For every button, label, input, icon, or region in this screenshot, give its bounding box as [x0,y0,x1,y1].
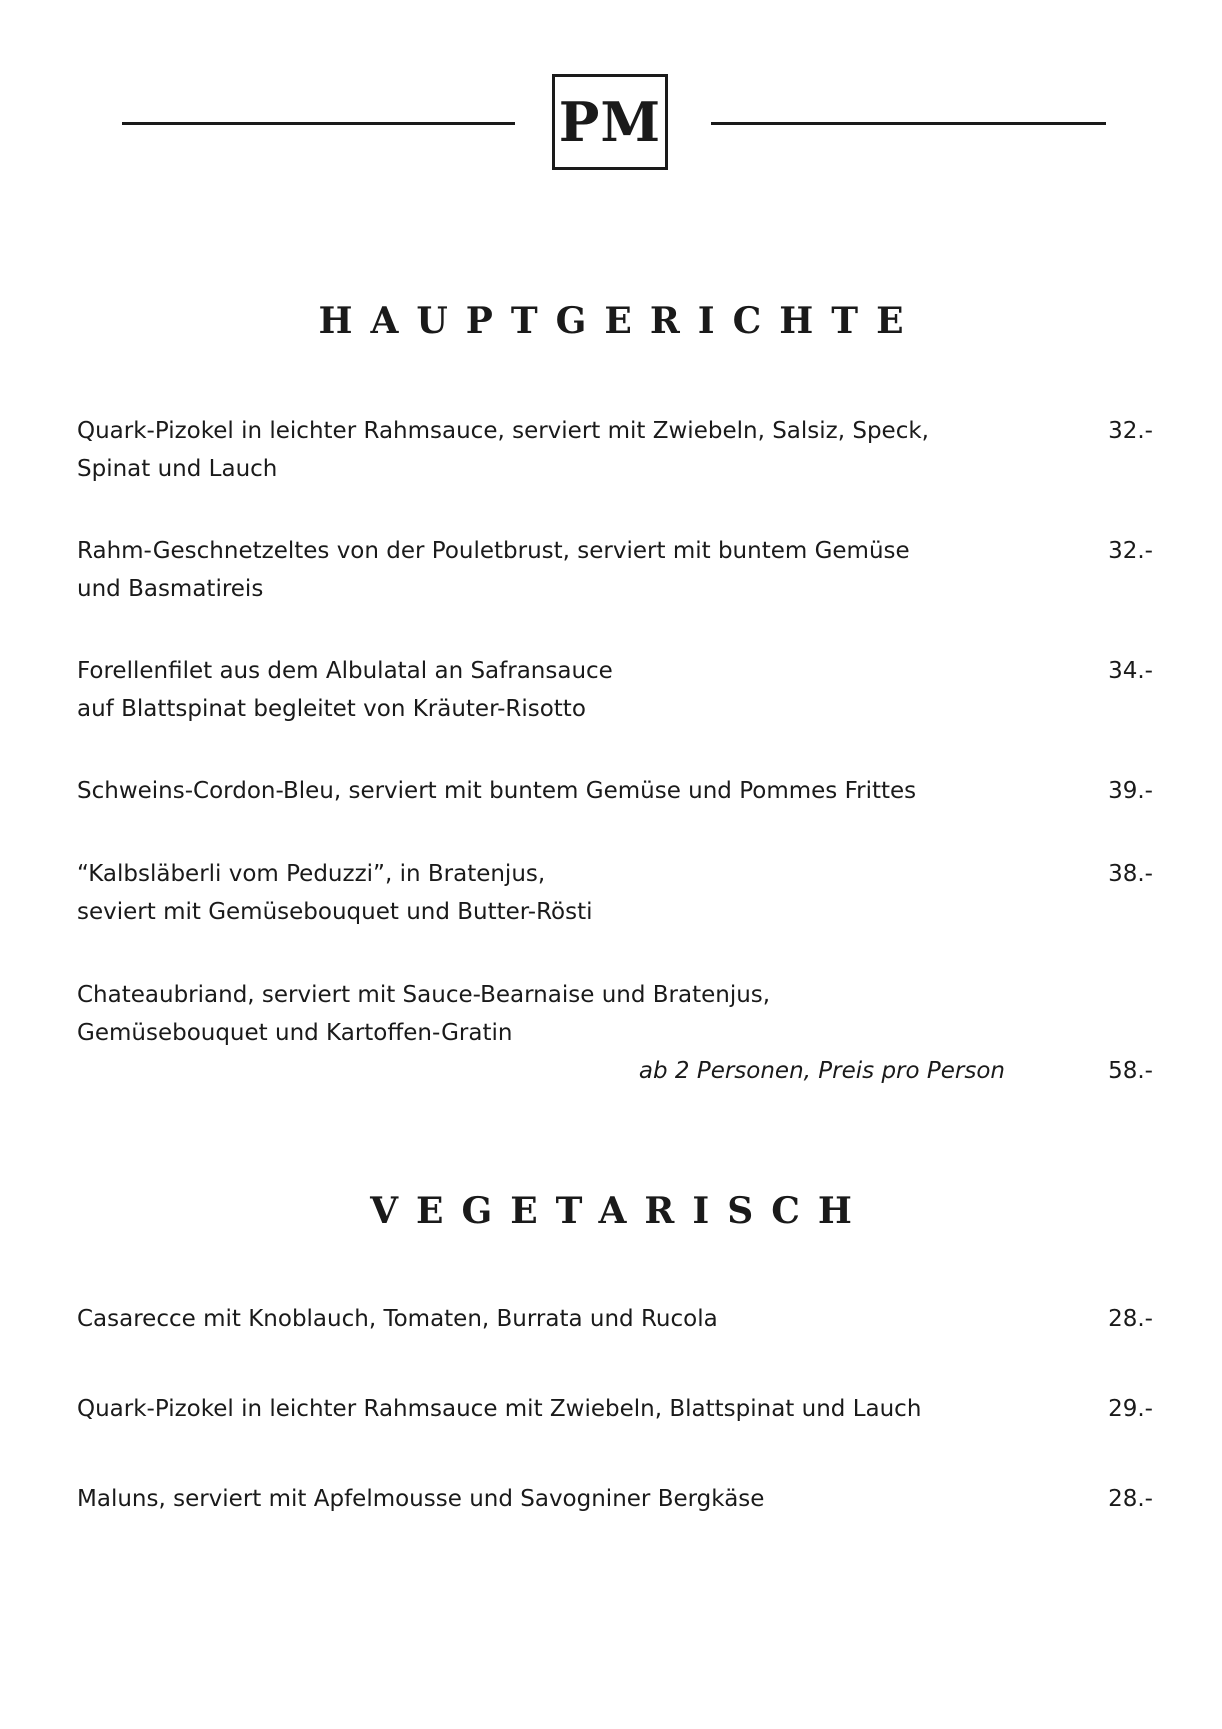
menu-item-note-row [77,1052,1153,1090]
menu-item-price: 28.- [1108,1486,1153,1512]
menu-item-line: seviert mit Gemüsebouquet und Butter-Rösti [77,899,593,925]
menu-item [77,652,1153,728]
menu-item-line: Schweins-Cordon-Bleu, serviert mit buntem Gemüse und Pommes Frittes [77,778,917,804]
menu-item-description [77,976,957,1052]
menu-item-price: 32.- [1108,418,1153,444]
menu-item [77,1390,1153,1428]
menu-item-line: und Basmatireis [77,576,264,602]
menu-item-line: Spinat und Lauch [77,456,278,482]
menu-item-description [77,1480,957,1518]
menu-item-price: 28.- [1108,1306,1153,1332]
section-title-vegetarisch: VEGETARISCH [370,1190,870,1232]
menu-item [77,1480,1153,1518]
header [0,0,1222,200]
menu-item-price: 39.- [1108,778,1153,804]
menu-item-price: 58.- [1108,1058,1153,1084]
menu-item [77,412,1153,488]
menu-item [77,855,1153,931]
menu-item-line: Chateaubriand, serviert mit Sauce-Bearnaise und Bratenjus, [77,982,771,1008]
menu-item [77,1300,1153,1338]
menu-item-line: Casarecce mit Knoblauch, Tomaten, Burrata und Rucola [77,1306,718,1332]
logo-text: PM [558,90,662,154]
menu-item-line: “Kalbsläberli vom Peduzzi”, in Bratenjus, [77,861,546,887]
logo [552,74,668,170]
menu-item-line: Quark-Pizokel in leichter Rahmsauce mit Zwiebeln, Blattspinat und Lauch [77,1396,922,1422]
menu-item-line: Rahm-Geschnetzeltes von der Pouletbrust, serviert mit buntem Gemüse [77,538,910,564]
menu-item-description [77,652,957,728]
menu-item-price: 29.- [1108,1396,1153,1422]
menu-item [77,772,1153,810]
header-rule-right [711,122,1106,125]
menu-item [77,976,1153,1090]
menu-item-line: Forellenfilet aus dem Albulatal an Safransauce [77,658,613,684]
menu-item-description [77,1300,957,1338]
section-title-hauptgerichte: HAUPTGERICHTE [318,300,922,342]
menu-item-description [77,532,957,608]
menu-item-price: 32.- [1108,538,1153,564]
menu-item-line: auf Blattspinat begleitet von Kräuter-Risotto [77,696,586,722]
menu-item-price: 34.- [1108,658,1153,684]
menu-item-line: Gemüsebouquet und Kartoffen-Gratin [77,1020,513,1046]
menu-item-description [77,772,957,810]
menu-item-price: 38.- [1108,861,1153,887]
menu-item-note: ab 2 Personen, Preis pro Person [638,1058,1005,1084]
menu-item-line: Quark-Pizokel in leichter Rahmsauce, serviert mit Zwiebeln, Salsiz, Speck, [77,418,929,444]
menu-item-description [77,412,957,488]
menu-item-description [77,1390,957,1428]
menu-item [77,532,1153,608]
menu-item-line: Maluns, serviert mit Apfelmousse und Savogniner Bergkäse [77,1486,765,1512]
header-rule-left [122,122,515,125]
menu-item-description [77,855,957,931]
